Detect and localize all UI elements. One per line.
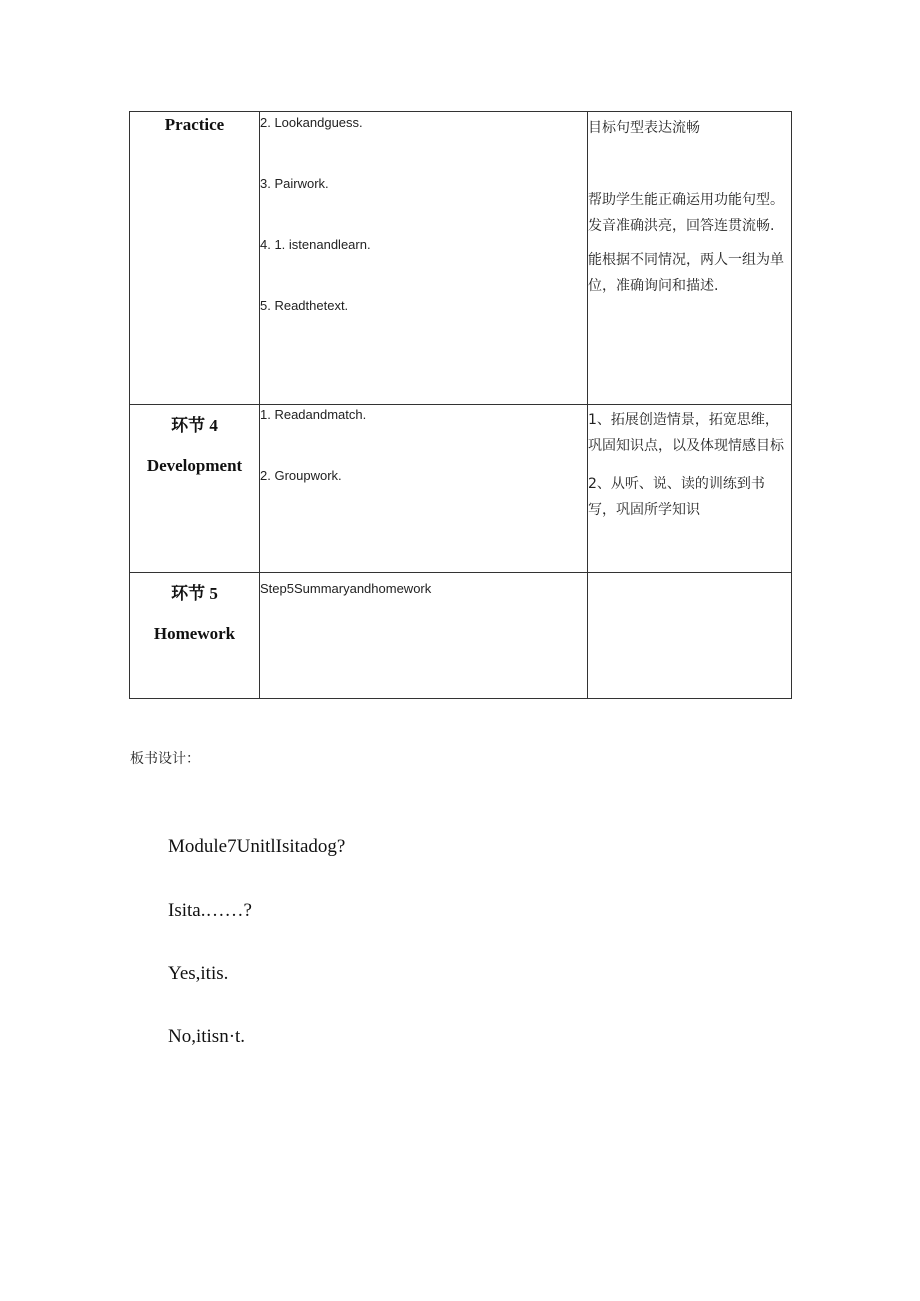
step-item: 5. Readthetext. [260, 298, 349, 313]
goal-text: 2、从听、说、读的训练到书写，巩固所学知识 [588, 476, 765, 518]
table-row-development [130, 405, 792, 573]
stage-label: Development [146, 456, 243, 475]
steps-cell [260, 573, 588, 699]
goal-text: 帮助学生能正确运用功能句型。发音准确洪亮，回答连贯流畅. [588, 192, 784, 234]
table-row-practice [130, 112, 792, 405]
table-row-homework [130, 573, 792, 699]
step-item: 2. Lookandguess. [260, 115, 363, 130]
step-item: 2. Groupwork. [260, 468, 342, 483]
step-item: 1. Readandmatch. [260, 407, 367, 422]
steps-cell [260, 112, 588, 405]
stage-label: Practice [164, 115, 225, 134]
step-item: 3. Pairwork. [260, 176, 329, 191]
board-line: No,itisn·t. [168, 1026, 246, 1047]
board-design-title: 板书设计： [130, 751, 200, 767]
board-line: Yes,itis. [168, 963, 229, 984]
stage-label: 环节 5 [171, 584, 218, 603]
lesson-plan-table [129, 111, 792, 699]
step-item: 4. 1. istenandlearn. [260, 237, 371, 252]
stage-cell [130, 405, 260, 573]
goal-text: 能根据不同情况，两人一组为单位，准确询问和描述. [588, 252, 784, 294]
stage-cell [130, 573, 260, 699]
board-line: Module7UnitlIsitadog? [168, 836, 346, 857]
goals-cell [588, 405, 792, 573]
goals-cell [588, 573, 792, 699]
step-item: Step5Summaryandhomework [260, 581, 432, 596]
stage-cell [130, 112, 260, 405]
board-line: Isita.……? [168, 900, 252, 921]
goals-cell [588, 112, 792, 405]
stage-label: Homework [153, 624, 236, 643]
goal-text: 目标句型表达流畅 [588, 120, 700, 136]
steps-cell [260, 405, 588, 573]
goal-text: 1、拓展创造情景，拓宽思维，巩固知识点，以及体现情感目标 [588, 412, 784, 454]
stage-label: 环节 4 [171, 416, 218, 435]
